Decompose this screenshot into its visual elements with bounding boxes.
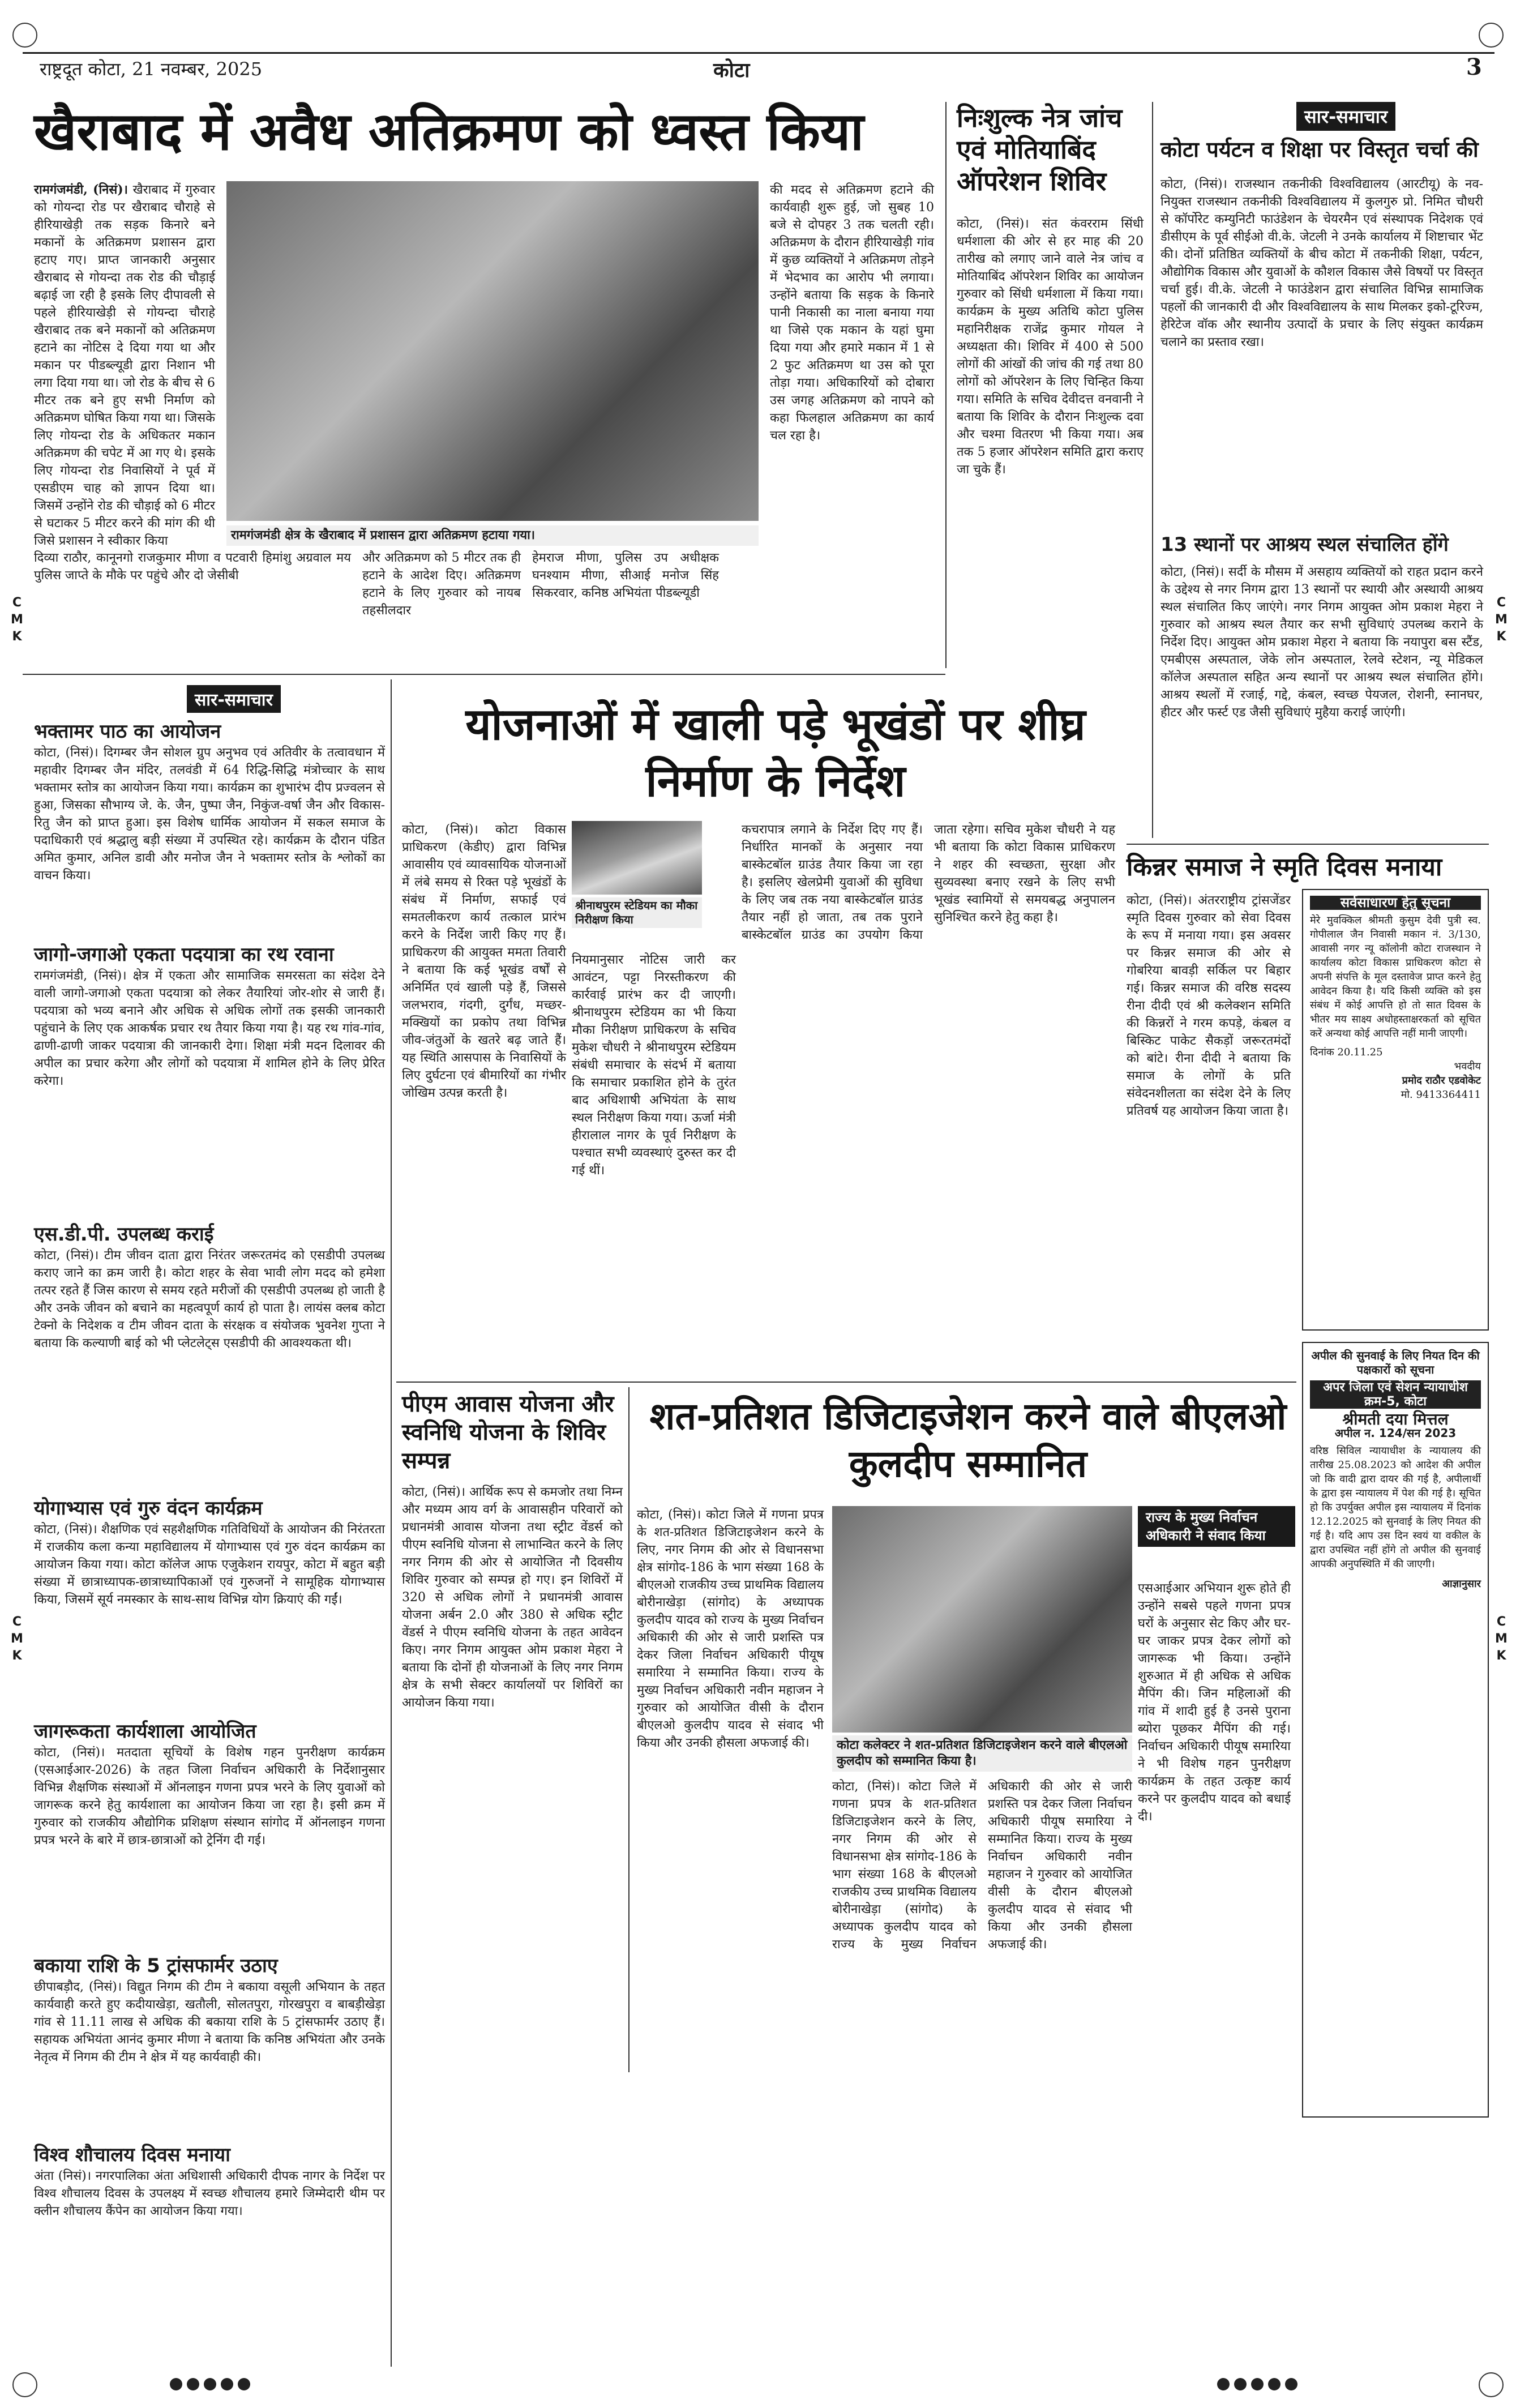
section-rule	[1127, 844, 1489, 845]
registration-mark	[12, 2372, 37, 2397]
column-rule	[628, 1387, 629, 2072]
brief-title: भक्तामर पाठ का आयोजन	[34, 720, 221, 743]
brief-title: योगाभ्यास एवं गुरु वंदन कार्यक्रम	[34, 1497, 263, 1520]
page-number: 3	[1466, 54, 1482, 80]
eye-camp-body: कोटा, (निसं)। संत कंवरराम सिंधी धर्मशाला की ओर से हर माह की 20 तारीख को लगाए जाने वाले नेत्र जांच व मोतियाबिंद ऑपरेशन शिविर का आयोजन गुरुवार को सिंधी धर्मशाला में किया गया। कार्यक्रम के मुख्य अतिथि कोटा पुलिस महानिरीक्षक राजेंद्र कुमार गोयल ने अध्यक्षता की। शिविर में 400 से 500 लोगों की आंखों की जांच की गई तथा 80 लोगों को ऑपरेशन के लिए चिन्हित किया गया। समिति के सचिव देवीदत्त वनवानी ने बताया कि शिविर के दौरान निःशुल्क दवा और चश्मा वितरण भी किया गया। अब तक 5 हजार ऑपरेशन समिति द्वारा कराए जा चुके हैं।	[957, 217, 1144, 477]
section-name: कोटा	[713, 58, 750, 82]
brief-title: जागरूकता कार्यशाला आयोजित	[34, 1720, 256, 1743]
court-body: वरिष्ठ सिविल न्यायाधीश के न्यायालय की तारीख 25.08.2023 को आदेश की अपील जो कि वादी द्वारा दायर की गई है, अपीलार्थी के द्वारा इस न्यायालय में पेश की गई है। सूचित हो कि उपर्युक्त अपील इस न्यायालय में दिनांक 12.12.2025 को सुनवाई के लिए नियत की गई है। यदि आप उस दिन स्वयं या वकील के द्वारा उपस्थित नहीं होंगे तो अपील की सुनवाई आपकी अनुपस्थिति में की जाएगी।	[1310, 1445, 1481, 1570]
blo-kicker: राज्य के मुख्य निर्वाचन अधिकारी ने संवाद किया	[1138, 1506, 1295, 1547]
brief-body: छीपाबड़ौद, (निसं)। विद्युत निगम की टीम ने बकाया वसूली अभियान के तहत कार्यवाही करते हुए कदीयाखेड़ा, खतौली, सोलतपुरा, गोरखपुरा व बाबड़ीखेड़ा गांव से 11.11 लाख से अधिक की बकाया राशि के 5 ट्रांसफार्मर उठाए हैं। सहायक अभियंता आनंद कुमार मीणा ने बताया कि कनिष्ठ अभियंता और उनके नेतृत्व में निगम की टीम ने क्षेत्र में यह कार्यवाही की।	[34, 1980, 385, 2064]
section-rule	[23, 674, 945, 675]
kinnar-headline: किन्नर समाज ने स्मृति दिवस मनाया	[1127, 853, 1442, 882]
court-judge: श्रीमती दया मित्तल	[1342, 1410, 1449, 1428]
court-seal-text: आज्ञानुसार	[1442, 1578, 1481, 1590]
registration-mark	[1479, 23, 1504, 48]
brief-title: जागो-जगाओ एकता पदयात्रा का रथ रवाना	[34, 943, 334, 966]
notice-date: दिनांक 20.11.25	[1310, 1046, 1383, 1058]
lead-headline: खैराबाद में अवैध अतिक्रमण को ध्वस्त किया	[34, 101, 864, 162]
cmk-marks-bottom: C M K	[11, 1615, 23, 1663]
registration-mark	[12, 23, 37, 48]
lead-body-col5: की मदद से अतिक्रमण हटाने की कार्यवाही शुरू हुई, जो सुबह 10 बजे से दोपहर 3 तक चलती रही। अतिक्रमण के दौरान हीरियाखेड़ी गांव में कुछ व्यक्तियों ने अतिक्रमण तोड़ने में भेदभाव का आरोप भी लगाया। उन्होंने बताया कि सड़क के किनारे पानी निकासी का नाला बनाया गया था जिसे एक मकान के यहां घुमा दिया गया और हमारे मकान में 1 से 2 फुट अतिक्रमण था उस को पूरा तोड़ा गया। अधिकारियों को दोबारा उस जगह अतिक्रमण को नापने को कहा फिलहाल अतिक्रमण का कार्य चल रहा है।	[770, 183, 934, 443]
lead-body-col3: हेमराज मीणा, पुलिस उप अधीक्षक घनश्याम मीणा, सीआई मनोज सिंह सिकरवार, कनिष्ठ अभियंता पीडब्ल्यूडी	[532, 551, 719, 600]
cmk-marks-bottom-right: C M K	[1495, 1615, 1508, 1663]
tourism-kicker: सार-समाचार	[1296, 102, 1395, 131]
eye-camp-headline: निःशुल्क नेत्र जांच एवं मोतियाबिंद ऑपरेशन शिविर	[957, 102, 1123, 196]
court-notice-ad	[1302, 1342, 1489, 2118]
brief-body: कोटा, (निसं)। दिगम्बर जैन सोशल ग्रुप अनुभव एवं अतिवीर के तत्वावधान में महावीर दिगम्बर जैन मंदिर, तलवंडी में 64 रिद्धि-सिद्धि मंत्रोच्चार के साथ भक्तामर स्तोत्र का आयोजन किया गया। कार्यक्रम का शुभारंभ दीप प्रज्वलन से हुआ, जिसका सौभाग्य जे. के. जैन, पुष्पा जैन, निकुंज-वर्षा जैन और विकास-रितु जैन को प्राप्त हुआ। इस विशेष धार्मिक आयोजन में सकल समाज के पदाधिकारी एवं श्रद्धालु बड़ी संख्या में उपस्थित रहे। कार्यक्रम के दौरान पंडित अमित कुमार, अनिल डावी और मनोज जैन ने भक्तामर स्तोत्र के श्लोकों का वाचन किया।	[34, 746, 385, 883]
plots-headline: योजनाओं में खाली पड़े भूखंडों पर शीघ्र निर्माण के निर्देश	[465, 699, 1086, 807]
briefs-column	[34, 719, 385, 2361]
folio: राष्ट्रदूत कोटा, 21 नवम्बर, 2025	[40, 58, 263, 80]
registration-mark	[1479, 2372, 1504, 2397]
lower-band	[396, 2084, 1506, 2367]
blo-body-col3: कोटा, (निसं)। कोटा जिले में गणना प्रपत्र के शत-प्रतिशत डिजिटाइजेशन करने के लिए, नगर निगम की ओर से विधानसभा क्षेत्र सांगोद-186 के भाग संख्या 168 के बीएलओ राजकीय उच्च प्राथमिक विद्यालय बोरीनाखेड़ा (सांगोद) के अध्यापक कुलदीप यादव को राज्य के मुख्य निर्वाचन अधिकारी की ओर से जारी प्रशस्ति पत्र देकर जिला निर्वाचन अधिकारी पीयूष समारिया ने सम्मानित किया। राज्य के मुख्य निर्वाचन अधिकारी नवीन महाजन ने गुरुवार को आयोजित वीसी के दौरान बीएलओ कुलदीप यादव से संवाद भी किया और उनकी हौसला अफजाई की।	[832, 1780, 1132, 1952]
column-rule	[391, 679, 392, 2367]
column-rule	[945, 102, 947, 668]
plots-body-col3: कचरापात्र लगाने के निर्देश दिए गए हैं। निर्धारित मानकों के अनुसार नया बास्केटबॉल ग्राउंड तैयार किया जा रहा है। इसलिए खेलप्रेमी युवाओं की सुविधा के लिए जब तक नया बास्केटबॉल ग्राउंड तैयार नहीं हो जाता, तब तक पुराने बास्केटबॉल ग्राउंड का उपयोग किया जाता रहेगा। सचिव मुकेश चौधरी ने यह भी बताया कि कोटा विकास प्राधिकरण ने शहर की स्वच्छता, सुरक्षा और सुव्यवस्था बनाए रखने के लिए सभी भूखंड स्वामियों से समयबद्ध अनुपालन सुनिश्चित करने हेतु कहा है।	[742, 823, 1115, 942]
notice-title: सर्वसाधारण हेतु सूचना	[1310, 896, 1481, 910]
pm-awas-headline: पीएम आवास योजना और स्वनिधि योजना के शिविर सम्पन्न	[402, 1391, 614, 1474]
brief-body: रामगंजमंडी, (निसं)। क्षेत्र में एकता और सामाजिक समरसता का संदेश देने वाली जागो-जगाओ एकता पदयात्रा को लेकर तैयारियां जोर-शोर से जारी हैं। पदयात्रा को भव्य बनाने और अधिक से अधिक लोगों तक इसकी जानकारी पहुंचाने के लिए एक आकर्षक प्रचार रथ तैयार किया गया है। यह रथ गांव-गांव, ढाणी-ढाणी जाकर पदयात्रा की जानकारी देगा। शिक्षा मंत्री मदन दिलावर की अपील का प्रचार करेगा और लोगों को पदयात्रा में शामिल होने के लिए प्रेरित करेगा।	[34, 969, 385, 1088]
notice-signer: भवदीय	[1454, 1060, 1481, 1072]
brief-body: कोटा, (निसं)। शैक्षणिक एवं सहशैक्षणिक गतिविधियों के आयोजन की निरंतरता में राजकीय कला कन्या महाविद्यालय में योगाभ्यास एवं गुरु वंदन कार्यक्रम का आयोजन किया गया। कोटा कॉलेज आफ एजुकेशन रायपुर, कोटा में बहुत बड़ी संख्या में छात्राध्यापक-छात्राध्यापिकाओं एवं गुरुजनों ने सामूहिक योगाभ्यास किया, जिसमें सूर्य नमस्कार के साथ-साथ विभिन्न योग क्रियाएं की गईं।	[34, 1522, 385, 1607]
lead-photo-caption: रामगंजमंडी क्षेत्र के खैराबाद में प्रशासन द्वारा अतिक्रमण हटाया गया।	[226, 525, 759, 546]
lead-body-col2: और अतिक्रमण को 5 मीटर तक ही हटाने के आदेश दिए। अतिक्रमण हटाने के लिए गुरुवार को नायब तहसीलदार	[362, 551, 521, 618]
blo-headline: शत-प्रतिशत डिजिटाइजेशन करने वाले बीएलओ कुलदीप सम्मानित	[649, 1395, 1287, 1486]
column-rule	[1152, 102, 1153, 838]
court-title: अपील की सुनवाई के लिए नियत दिन की पक्षकारों को सूचना	[1311, 1349, 1480, 1376]
tourism-body: कोटा, (निसं)। राजस्थान तकनीकी विश्वविद्यालय (आरटीयू) के नव-नियुक्त राजस्थान तकनीकी विश्वविद्यालय में कुलगुरु प्रो. निमित चौधरी से कॉर्पोरेट कम्युनिटी फाउंडेशन के चेयरमैन एवं संस्थापक निदेशक एवं डीसीएम के पूर्व सीईओ वी.के. जेटली ने उनके कार्यालय में शिष्टाचार भेंट की। दोनों प्रतिष्ठित व्यक्तियों के बीच कोटा में तकनीकी शिक्षा, पर्यटन, औद्योगिक विकास और युवाओं के कौशल विकास जैसे विषयों पर विस्तृत चर्चा हुई। वी.के. जेटली ने फाउंडेशन द्वारा संचालित विभिन्न सामाजिक पहलों की जानकारी दी और विश्वविद्यालय के साथ मिलकर इको-टूरिज्म, हेरिटेज वॉक और स्थानीय उत्पादों के प्रचार के लिए संयुक्त कार्यक्रम चलाने का प्रस्ताव रखा।	[1160, 177, 1483, 349]
brief-body: अंता (निसं)। नगरपालिका अंता अधिशासी अधिकारी दीपक नागर के निर्देश पर विश्व शौचालय दिवस के उपलक्ष्य में स्वच्छ शौचालय हमारे जिम्मेदारी थीम पर क्लीन शौचालय कैंपेन का आयोजन किया गया।	[34, 2169, 385, 2218]
brief-title: विश्व शौचालय दिवस मनाया	[34, 2144, 230, 2166]
blo-body-col1: कोटा, (निसं)। कोटा जिले में गणना प्रपत्र के शत-प्रतिशत डिजिटाइजेशन करने के लिए, नगर निगम की ओर से विधानसभा क्षेत्र सांगोद-186 के भाग संख्या 168 के बीएलओ राजकीय उच्च प्राथमिक विद्यालय बोरीनाखेड़ा (सांगोद) के अध्यापक कुलदीप यादव को राज्य के मुख्य निर्वाचन अधिकारी की ओर से जारी प्रशस्ति पत्र देकर जिला निर्वाचन अधिकारी पीयूष समारिया ने सम्मानित किया। राज्य के मुख्य निर्वाचन अधिकारी नवीन महाजन ने गुरुवार को आयोजित वीसी के दौरान बीएलओ कुलदीप यादव से संवाद भी किया और उनकी हौसला अफजाई की।	[637, 1508, 824, 1750]
cmk-marks-top: C M K	[11, 596, 23, 644]
color-dots	[1217, 2378, 1302, 2393]
color-dots	[170, 2378, 255, 2393]
section-rule	[396, 1382, 1296, 1383]
plots-photo-caption: श्रीनाथपुरम स्टेडियम का मौका निरीक्षण किया	[572, 897, 702, 928]
lead-photo	[226, 181, 759, 521]
shelter-body: कोटा, (निसं)। सर्दी के मौसम में असहाय व्यक्तियों को राहत प्रदान करने के उद्देश्य से नगर निगम द्वारा 13 स्थानों पर स्थायी और अस्थायी आश्रय स्थल संचालित किए जाएंगे। नगर निगम आयुक्त ओम प्रकाश मेहरा ने गुरुवार को आश्रय स्थल तैयार कर सभी सुविधाएं उपलब्ध कराने के निर्देश दिए। आयुक्त ओम प्रकाश मेहरा ने बताया कि नयापुरा बस स्टैंड, एमबीएस अस्पताल, जेके लोन अस्पताल, रेलवे स्टेशन, न्यू मेडिकल कॉलेज अस्पताल सहित अन्य स्थानों पर आश्रय स्थल संचालित होंगे। आश्रय स्थलों में रजाई, गद्दे, कंबल, स्वच्छ पेयजल, रोशनी, स्नानघर, हीटर और फर्स्ट एड जैसी सुविधाएं मुहैया कराई जाएंगी।	[1160, 565, 1483, 720]
brief-body: कोटा, (निसं)। टीम जीवन दाता द्वारा निरंतर जरूरतमंद को एसडीपी उपलब्ध कराए जाने का क्रम जारी है। कोटा शहर के सेवा भावी लोग मदद को हमेशा तत्पर रहते हैं जिस कारण से समय रहते मरीजों की एसडीपी उपलब्ध हो जाती है और उनके जीवन को बचाने का महत्वपूर्ण कार्य हो पाता है। लायंस क्लब कोटा टेक्नो के निदेशक व टीम जीवन दाता के संरक्षक व संयोजक भुवनेश गुप्ता ने बताया कि कल्याणी बाई को भी प्लेटलेट्स एसडीपी की आवश्यकता थी।	[34, 1248, 385, 1350]
cmk-marks-top-right: C M K	[1495, 596, 1508, 644]
header-rule	[23, 52, 1494, 54]
plots-body-col1: कोटा, (निसं)। कोटा विकास प्राधिकरण (केडीए) द्वारा विभिन्न आवासीय एवं व्यावसायिक योजनाओं में लंबे समय से रिक्त पड़े भूखंडों के संबंध में निर्माण, सफाई एवं समतलीकरण कार्य तत्काल प्रारंभ करने के निर्देश जारी किए गए हैं। प्राधिकरण की आयुक्त ममता तिवारी ने बताया कि कई भूखंड वर्षों से अनिर्मित एवं खाली पड़े हैं, जिससे जलभराव, गंदगी, दुर्गंध, मच्छर-मक्खियों का प्रकोप तथा विभिन्न जीव-जंतुओं के खतरे बढ़ जाते हैं। यह स्थिति आसपास के निवासियों के लिए दुर्घटना एवं बीमारियों का गंभीर जोखिम उत्पन्न करती है।	[402, 823, 566, 1100]
blo-photo	[832, 1506, 1132, 1733]
lead-body-col4: दिव्या राठौर, कानूनगो राजकुमार मीणा व पटवारी हिमांशु अग्रवाल मय पुलिस जाप्ते के मौके पर पहुंचे और दो जेसीबी	[34, 551, 351, 583]
tourism-headline: कोटा पर्यटन व शिक्षा पर विस्तृत चर्चा की	[1160, 137, 1479, 162]
notice-body: मेरे मुवक्किल श्रीमती कुसुम देवी पुत्री स्व. गोपीलाल जैन निवासी मकान नं. 3/130, आवासी नगर न्यू कॉलोनी कोटा राजस्थान ने कार्यालय कोटा विकास प्राधिकरण कोटा से अपनी संपत्ति के मूल दस्तावेज प्राप्त करने हेतु आवेदन किया है। यदि किसी व्यक्ति को इस संबंध में कोई आपत्ति हो तो सात दिवस के भीतर मय साक्ष्य अधोहस्ताक्षरकर्ता को सूचित करें अन्यथा कोई आपत्ति नहीं मानी जाएगी।	[1310, 914, 1481, 1040]
brief-title: बकाया राशि के 5 ट्रांसफार्मर उठाए	[34, 1954, 278, 1977]
court-name: अपर जिला एवं सेशन न्यायाधीश क्रम-5, कोटा	[1310, 1380, 1481, 1409]
blo-photo-caption: कोटा कलेक्टर ने शत-प्रतिशत डिजिटाइजेशन करने वाले बीएलओ कुलदीप को सम्मानित किया है।	[832, 1735, 1132, 1772]
pm-awas-body: कोटा, (निसं)। आर्थिक रूप से कमजोर तथा निम्न और मध्यम आय वर्ग के आवासहीन परिवारों को प्रधानमंत्री आवास योजना तथा स्ट्रीट वेंडर्स को पीएम स्वनिधि योजना से लाभान्वित करने के लिए नगर निगम की ओर से आयोजित नौ दिवसीय शिविर गुरुवार को सम्पन्न हो गए। इन शिविरों में 320 से अधिक लोगों ने प्रधानमंत्री आवास योजना अर्बन 2.0 और 380 से अधिक स्ट्रीट वेंडर्स ने पीएम स्वनिधि योजना के तहत आवेदन किए। नगर निगम आयुक्त ओम प्रकाश मेहरा ने बताया कि दोनों ही योजनाओं के लिए नगर निगम क्षेत्र के सभी सेक्टर कार्यालयों पर शिविरों का आयोजन किया गया।	[402, 1485, 623, 1710]
brief-title: एस.डी.पी. उपलब्ध कराई	[34, 1223, 214, 1246]
shelter-headline: 13 स्थानों पर आश्रय स्थल संचालित होंगे	[1160, 533, 1449, 556]
notice-advocate: प्रमोद राठौर एडवोकेट	[1402, 1075, 1481, 1087]
blo-body-col2: एसआईआर अभियान शुरू होते ही उन्होंने सबसे पहले गणना प्रपत्र घरों के अनुसार सेट किए और घर-घर जाकर प्रपत्र देकर लोगों को जागरूक भी किया। उन्होंने शुरुआत में ही अधिक से अधिक मैपिंग की। जिन महिलाओं की गांव में शादी हुई है उनसे पुराना ब्योरा पूछकर मैपिंग की गई। निर्वाचन अधिकारी पीयूष समारिया ने भी विशेष गहन पुनरीक्षण कार्यक्रम के तहत उत्कृष्ट कार्य करने पर कुलदीप यादव को बधाई दी।	[1138, 1581, 1291, 1824]
kinnar-body: कोटा, (निसं)। अंतरराष्ट्रीय ट्रांसजेंडर स्मृति दिवस गुरुवार को सेवा दिवस के रूप में मनाया गया। इस अवसर पर किन्नर समाज की ओर से गोबरिया बावड़ी सर्किल पर बिहार गई। किन्नर समाज की वरिष्ठ सदस्य रीना दीदी एवं श्री कलेक्शन समिति की किन्नरों ने गरम कपड़े, कंबल व बिस्किट पाकेट सैकड़ों जरूरतमंदों को बांटे। रीना दीदी ने बताया कि समाज के लोगों के प्रति संवेदनशीलता का संदेश देने के लिए प्रतिवर्ष यह आयोजन किया जाता है।	[1127, 893, 1291, 1118]
briefs-kicker: सार-समाचार	[187, 685, 281, 713]
brief-body: कोटा, (निसं)। मतदाता सूचियों के विशेष गहन पुनरीक्षण कार्यक्रम (एसआईआर-2026) के तहत जिला निर्वाचन अधिकारी के निर्देशानुसार विभिन्न शैक्षणिक संस्थाओं में ऑनलाइन गणना प्रपत्र भरने के लिए युवाओं को जागरूक करने हेतु कार्यशाला का आयोजन किया जा रहा है। इसी क्रम में गुरुवार को राजकीय औद्योगिक प्रशिक्षण संस्थान सांगोद में ऑनलाइन गणना प्रपत्र भरने के बारे में छात्र-छात्राओं को ट्रेनिंग दी गई।	[34, 1746, 385, 1847]
plots-photo	[572, 821, 702, 895]
lead-body-col1: रामगंजमंडी, (निसं)। खैराबाद में गुरुवार को गोयन्दा रोड पर खैराबाद चौराहे से हीरियाखेड़ी तक सड़क किनारे बने मकानों के अतिक्रमण प्रशासन द्वारा हटाए गए। प्राप्त जानकारी अनुसार खैराबाद से गोयन्दा तक रोड की चौड़ाई बढ़ाई जा रही है इसके लिए दीपावली से पहले हीरियाखेड़ी से गोयन्दा चौराहे खैराबाद तक बने मकानों को अतिक्रमण हटाने का नोटिस दे दिया गया था और मकान पर पीडब्ल्यूडी द्वारा निशान भी लगा दिया गया था। जो रोड के बीच से 6 मीटर तक बने हुए सभी निर्माण को अतिक्रमण घोषित किया गया था। जिसके लिए गोयन्दा रोड के अधिकतर मकान अतिक्रमण की चपेट में आ गए थे। इसके लिए गोयन्दा रोड निवासियों ने पूर्व में एसडीएम चाह को ज्ञापन दिया था। जिसमें उन्होंने रोड की चौड़ाई को 6 मीटर से घटाकर 5 मीटर करने की मांग की थी जिसे प्रशासन ने स्वीकार किया	[34, 182, 215, 548]
public-notice-ad	[1302, 889, 1489, 1331]
court-case: अपील न. 124/सन 2023	[1334, 1426, 1457, 1440]
notice-phone: मो. 9413364411	[1401, 1089, 1481, 1101]
plots-body-col2: नियमानुसार नोटिस जारी कर आवंटन, पट्टा निरस्तीकरण की कार्रवाई प्रारंभ कर दी जाएगी। श्रीनाथपुरम स्टेडियम का भी किया मौका निरीक्षण प्राधिकरण के सचिव मुकेश चौधरी ने श्रीनाथपुरम स्टेडियम संबंधी समाचार के संदर्भ में बताया कि समाचार प्रकाशित होने के तुरंत बाद अधिशाषी अभियंता के साथ स्थल निरीक्षण किया गया। ऊर्जा मंत्री हीरालाल नागर के पूर्व निरीक्षण के पश्चात सभी व्यवस्थाएं दुरुस्त कर दी गई थीं।	[572, 953, 736, 1178]
